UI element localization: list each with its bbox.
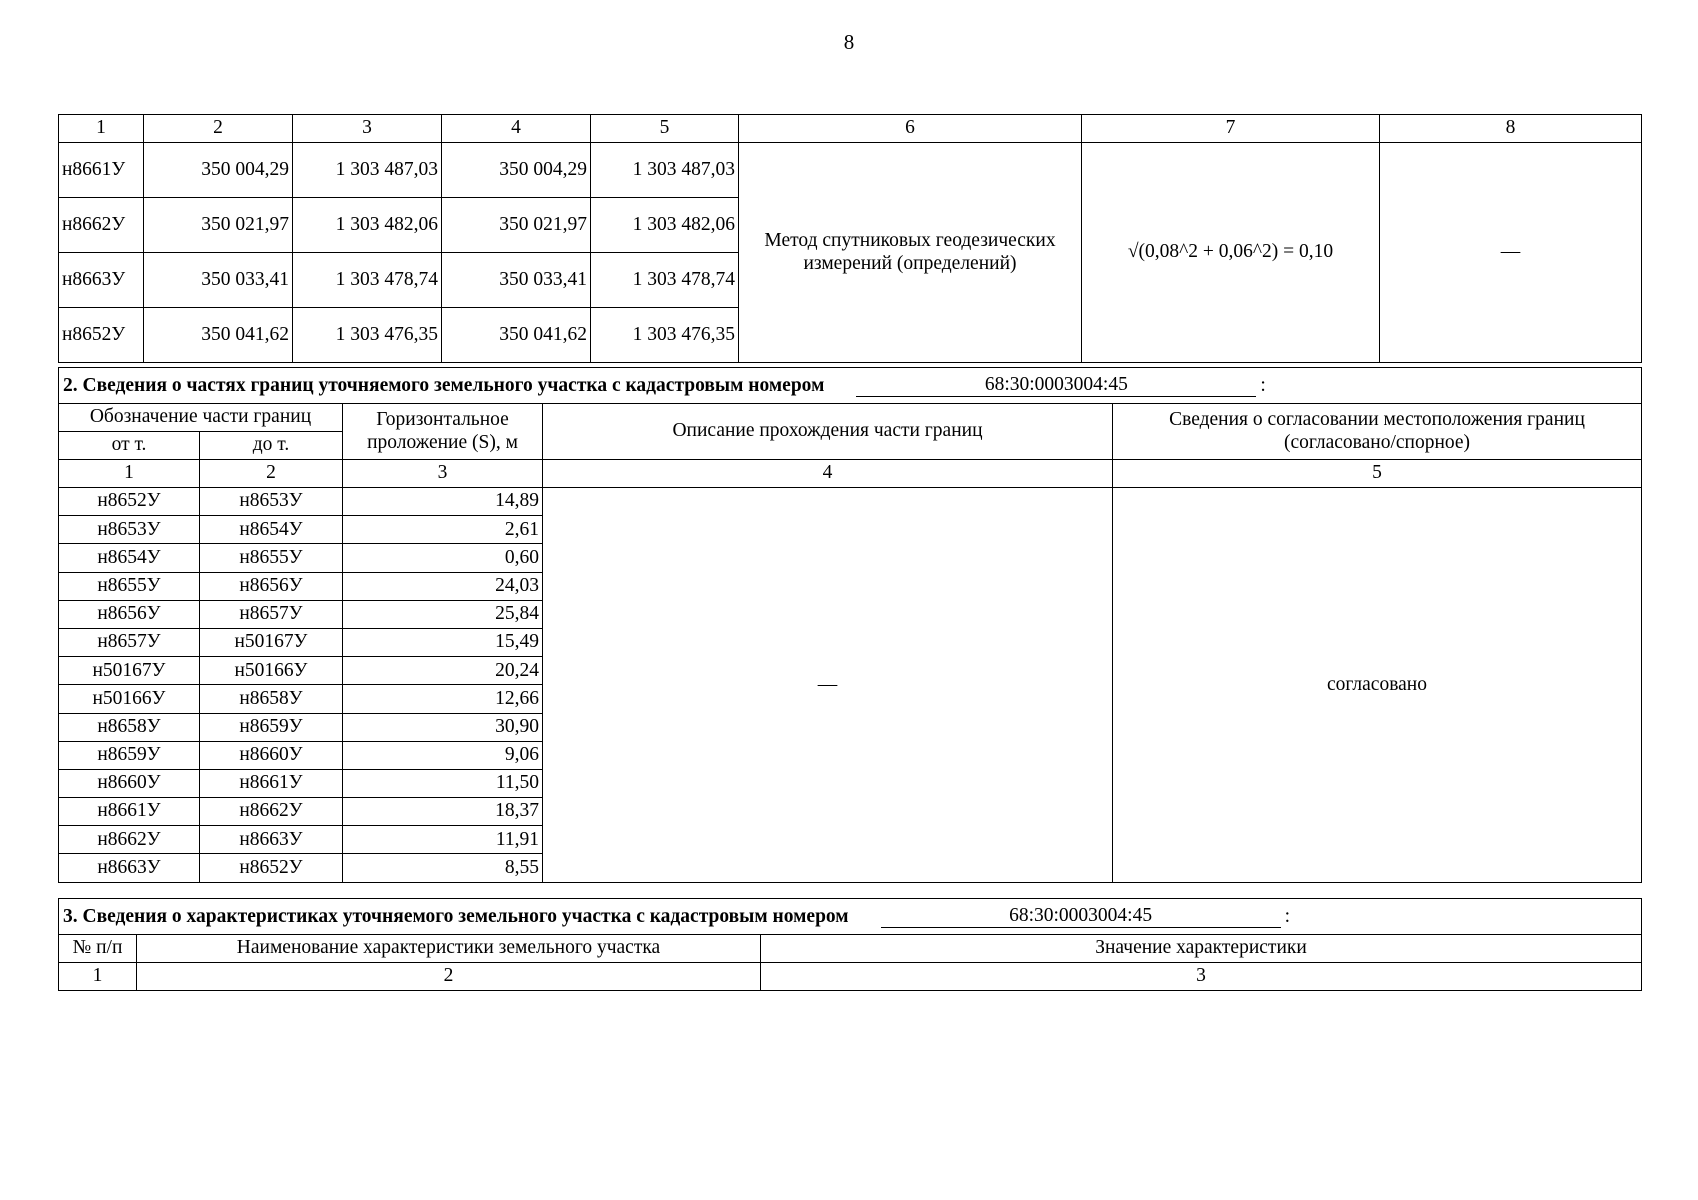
horizontal-distance: 25,84 (343, 600, 543, 628)
coord-x-existing: 350 033,41 (144, 253, 293, 308)
to-point: н8660У (200, 741, 343, 769)
section-title-row (59, 899, 1642, 935)
from-point: н50166У (59, 685, 200, 713)
col8-dash: — (1380, 143, 1642, 363)
to-point: н8657У (200, 600, 343, 628)
boundary-parts-table (58, 367, 1642, 883)
horizontal-distance: 30,90 (343, 713, 543, 741)
header-row (59, 404, 1642, 432)
coord-y-existing: 1 303 482,06 (293, 198, 442, 253)
description-dash: — (543, 488, 1113, 883)
point-name: н8652У (59, 308, 144, 363)
coord-y-refined: 1 303 482,06 (591, 198, 739, 253)
col-number: 1 (59, 460, 200, 488)
coord-x-existing: 350 004,29 (144, 143, 293, 198)
to-point: н8652У (200, 854, 343, 882)
agreement-status: согласовано (1113, 488, 1642, 883)
coord-x-existing: 350 021,97 (144, 198, 293, 253)
cadastral-number: 68:30:0003004:45 (856, 374, 1256, 397)
from-point: н8659У (59, 741, 200, 769)
horizontal-distance: 8,55 (343, 854, 543, 882)
horizontal-header: Горизонтальное проложение (S), м (343, 404, 543, 460)
characteristics-table (58, 898, 1642, 991)
horizontal-distance: 15,49 (343, 628, 543, 656)
to-point: н8661У (200, 769, 343, 797)
horizontal-distance: 9,06 (343, 741, 543, 769)
page-number: 8 (843, 30, 855, 54)
to-point: н8663У (200, 826, 343, 854)
to-header: до т. (200, 432, 343, 460)
col-number: 1 (59, 963, 137, 991)
horizontal-distance: 11,91 (343, 826, 543, 854)
description-header: Описание прохождения части границ (543, 404, 1113, 460)
method-cell: Метод спутниковых геодезических измерений (определений) (739, 143, 1082, 363)
coord-y-refined: 1 303 487,03 (591, 143, 739, 198)
from-point: н8661У (59, 798, 200, 826)
col-number: 3 (293, 115, 442, 143)
agreement-header: Сведения о согласовании местоположения границ (согласовано/спорное) (1113, 404, 1642, 460)
to-point: н8659У (200, 713, 343, 741)
column-number-row (59, 115, 1642, 143)
coord-x-refined: 350 033,41 (442, 253, 591, 308)
column-number-row (59, 963, 1642, 991)
from-point: н8656У (59, 600, 200, 628)
horizontal-distance: 24,03 (343, 572, 543, 600)
part-designation-header: Обозначение части границ (59, 404, 343, 432)
section-2-title (59, 368, 1642, 404)
column-number-row (59, 460, 1642, 488)
from-point: н8662У (59, 826, 200, 854)
section-3-title-text: 3. Сведения о характеристиках уточняемого земельного участка с кадастровым номером (63, 905, 849, 927)
horizontal-distance: 18,37 (343, 798, 543, 826)
from-point: н8655У (59, 572, 200, 600)
to-point: н50166У (200, 657, 343, 685)
to-point: н8654У (200, 516, 343, 544)
from-point: н8660У (59, 769, 200, 797)
coord-y-existing: 1 303 476,35 (293, 308, 442, 363)
point-name: н8663У (59, 253, 144, 308)
col-number: 7 (1082, 115, 1380, 143)
col-number: 5 (591, 115, 739, 143)
header-row (59, 935, 1642, 963)
coord-y-refined: 1 303 476,35 (591, 308, 739, 363)
col-number: 4 (442, 115, 591, 143)
coord-y-existing: 1 303 487,03 (293, 143, 442, 198)
horizontal-distance: 20,24 (343, 657, 543, 685)
to-point: н8662У (200, 798, 343, 826)
horizontal-distance: 2,61 (343, 516, 543, 544)
col-number: 2 (144, 115, 293, 143)
coord-x-refined: 350 004,29 (442, 143, 591, 198)
to-point: н8655У (200, 544, 343, 572)
table-row (59, 488, 1642, 516)
col-number: 2 (137, 963, 761, 991)
coord-x-refined: 350 041,62 (442, 308, 591, 363)
value-header: Значение характеристики (761, 935, 1642, 963)
point-name: н8661У (59, 143, 144, 198)
col-number: 1 (59, 115, 144, 143)
from-point: н8653У (59, 516, 200, 544)
horizontal-distance: 14,89 (343, 488, 543, 516)
coord-x-refined: 350 021,97 (442, 198, 591, 253)
from-point: н8657У (59, 628, 200, 656)
col-number: 8 (1380, 115, 1642, 143)
point-name: н8662У (59, 198, 144, 253)
table-row (59, 143, 1642, 198)
name-header: Наименование характеристики земельного участка (137, 935, 761, 963)
from-header: от т. (59, 432, 200, 460)
col-number: 4 (543, 460, 1113, 488)
colon: : (1260, 374, 1266, 396)
to-point: н8658У (200, 685, 343, 713)
to-point: н8656У (200, 572, 343, 600)
col-number: 3 (761, 963, 1642, 991)
coord-y-existing: 1 303 478,74 (293, 253, 442, 308)
col-number: 5 (1113, 460, 1642, 488)
coord-x-existing: 350 041,62 (144, 308, 293, 363)
accuracy-cell: √(0,08^2 + 0,06^2) = 0,10 (1082, 143, 1380, 363)
coordinates-table (58, 114, 1642, 363)
col-number: 6 (739, 115, 1082, 143)
cadastral-number: 68:30:0003004:45 (881, 905, 1281, 928)
to-point: н8653У (200, 488, 343, 516)
col-number: 3 (343, 460, 543, 488)
from-point: н50167У (59, 657, 200, 685)
from-point: н8658У (59, 713, 200, 741)
colon: : (1284, 905, 1291, 927)
from-point: н8652У (59, 488, 200, 516)
horizontal-distance: 12,66 (343, 685, 543, 713)
col-number: 2 (200, 460, 343, 488)
horizontal-distance: 0,60 (343, 544, 543, 572)
horizontal-distance: 11,50 (343, 769, 543, 797)
section-title-row (59, 368, 1642, 404)
coord-y-refined: 1 303 478,74 (591, 253, 739, 308)
from-point: н8663У (59, 854, 200, 882)
num-header: № п/п (59, 935, 137, 963)
to-point: н50167У (200, 628, 343, 656)
from-point: н8654У (59, 544, 200, 572)
section-2-title-text: 2. Сведения о частях границ уточняемого земельного участка с кадастровым номером (63, 374, 825, 396)
section-3-title (59, 899, 1642, 935)
